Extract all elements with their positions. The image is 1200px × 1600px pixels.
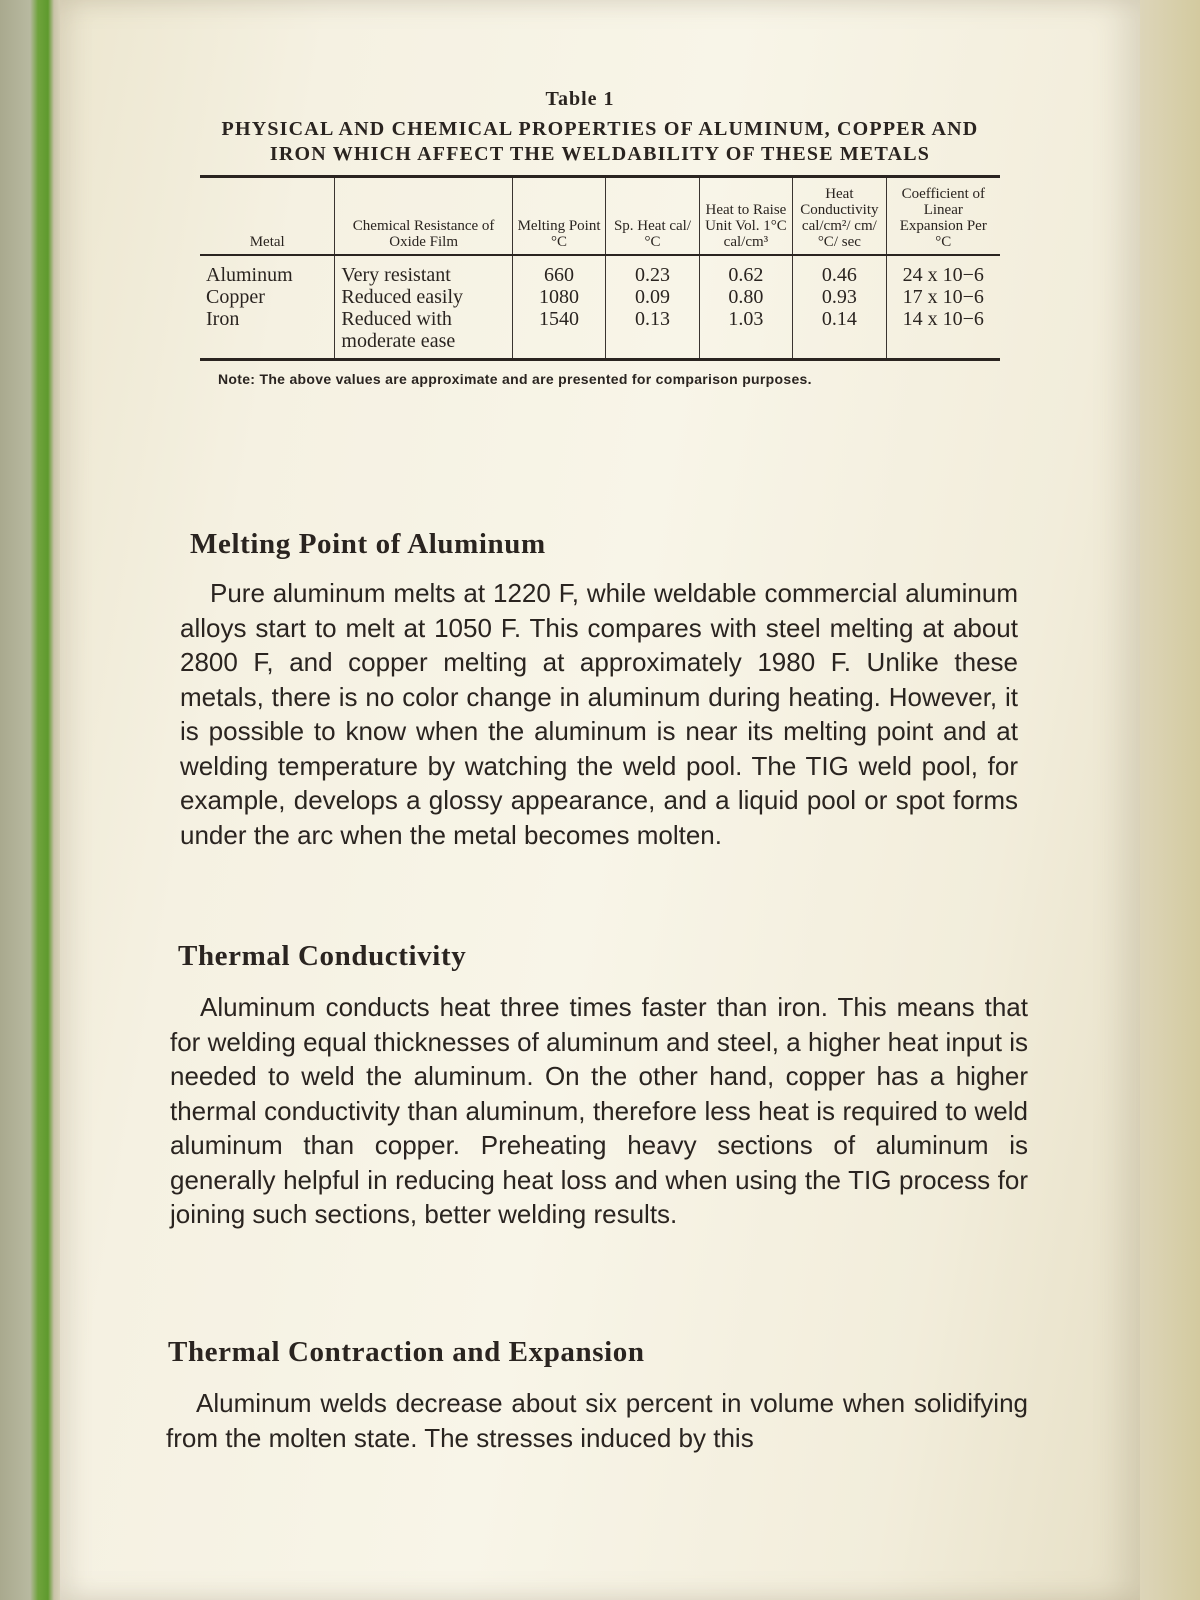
- cell-sp-heat: 0.13: [634, 308, 670, 330]
- section-heading: Thermal Conductivity: [178, 940, 467, 972]
- cell-conductivity: 0.14: [821, 308, 857, 330]
- book-cover-edge: [0, 0, 62, 1600]
- section-paragraph: Aluminum welds decrease about six percent in volume when solidifying from the molten state. The stresses induced by this: [166, 1388, 1028, 1453]
- header-specific-heat: Sp. Heat cal/°C: [606, 177, 699, 256]
- section-heading: Melting Point of Aluminum: [190, 528, 546, 560]
- table-row: [200, 255, 1000, 360]
- cell-metal: Iron: [206, 308, 240, 330]
- cell-melting: 660: [544, 264, 575, 286]
- cell-melting: 1080: [539, 286, 580, 308]
- cell-resistance: Reduced with moderate ease: [341, 308, 456, 352]
- cell-heat-raise: 0.62: [728, 264, 764, 286]
- cell-metal: Copper: [206, 286, 265, 308]
- section-paragraph: Aluminum conducts heat three times faster than iron. This means that for welding equal thicknesses of aluminum and steel, a higher heat input is needed to weld the aluminum. On the other hand, copper has a higher thermal conductivity than aluminum, therefore less heat is required to weld aluminum than copper. Preheating heavy sections of aluminum is generally helpful in reducing heat loss and when using the TIG process for joining such sections, better welding results.: [170, 992, 1028, 1229]
- cell-sp-heat: 0.23: [634, 264, 670, 286]
- cell-resistance: Reduced easily: [341, 286, 464, 308]
- table-caption: Table 1: [545, 88, 615, 110]
- header-conductivity: Heat Conductivity cal/cm²/ cm/°C/ sec: [793, 177, 886, 256]
- header-expansion: Coefficient of Linear Expansion Per °C: [886, 177, 1000, 256]
- cell-melting: 1540: [539, 308, 580, 330]
- table-note: Note: The above values are approximate and are presented for comparison purposes.: [218, 371, 812, 387]
- table-title: PHYSICAL AND CHEMICAL PROPERTIES OF ALUMINUM, COPPER AND IRON WHICH AFFECT THE WELDABILITY OF THESE METALS: [221, 118, 979, 165]
- cell-expansion: 17 x 10−6: [902, 286, 984, 308]
- section-heading: Thermal Contraction and Expansion: [168, 1336, 645, 1368]
- cell-metal: Aluminum: [206, 264, 293, 286]
- header-melting-point: Melting Point °C: [512, 177, 605, 256]
- cell-heat-raise: 0.80: [728, 286, 764, 308]
- header-heat-to-raise: Heat to Raise Unit Vol. 1°C cal/cm³: [699, 177, 792, 256]
- properties-table: [200, 175, 1000, 361]
- header-metal: Metal: [200, 177, 335, 256]
- page-right-edge: [1140, 0, 1200, 1600]
- cell-conductivity: 0.93: [821, 286, 857, 308]
- cell-heat-raise: 1.03: [728, 308, 764, 330]
- cell-expansion: 24 x 10−6: [902, 264, 984, 286]
- cell-expansion: 14 x 10−6: [902, 308, 984, 330]
- header-oxide-resistance: Chemical Resistance of Oxide Film: [335, 177, 512, 256]
- section-paragraph: Pure aluminum melts at 1220 F, while weldable commercial aluminum alloys start to melt at 1050 F. This compares with steel melting at about 2800 F, and copper melting at approximately 1980 F. Unlike these metals, there is no color change in aluminum during heating. However, it is possible to know when the aluminum is near its melting point and at welding temperature by watching the weld pool. The TIG weld pool, for example, develops a glossy appearance, and a liquid pool or spot forms under the arc when the metal becomes molten.: [180, 578, 1018, 850]
- cell-conductivity: 0.46: [821, 264, 857, 286]
- cell-resistance: Very resistant: [341, 264, 451, 286]
- table-header-row: [200, 177, 1000, 256]
- document-content: [166, 88, 1030, 1453]
- cell-sp-heat: 0.09: [634, 286, 670, 308]
